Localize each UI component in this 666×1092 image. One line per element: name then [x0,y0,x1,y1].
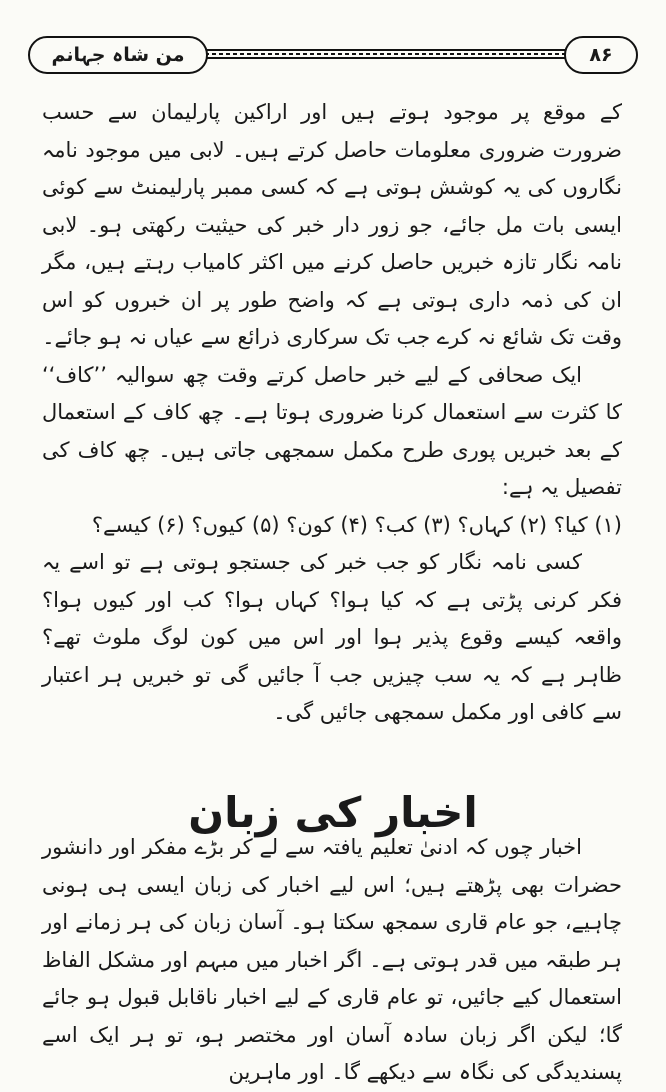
header-ornamental-rule [206,49,566,59]
paragraph-six-questions-intro: ایک صحافی کے لیے خبر حاصل کرتے وقت چھ سوالیہ ’’کاف‘‘ کا کثرت سے استعمال کرنا ضروری ہوتا ہے۔ چھ کاف کے استعمال کے بعد خبریں پوری طرح مکمل سمجھی جاتی ہیں۔ چھ کاف کی تفصیل یہ ہے: [42,362,622,499]
running-book-title: من شاہ جہانم [28,36,208,74]
section-heading: اخبار کی زبان [188,787,478,837]
page-number: ۸۶ [564,36,638,74]
section-body-language [42,829,622,1092]
paragraph-newspaper-language: اخبار چوں کہ ادنیٰ تعلیم یافتہ سے لے کر بڑے مفکر اور دانشور حضرات بھی پڑھتے ہیں؛ اس لیے اخبار کی زبان ایسی ہی ہونی چاہیے، جو عام قاری سمجھ سکتا ہو۔ آسان زبان کی ہر زمانے اور ہر طبقہ میں قدر ہوتی ہے۔ اگر اخبار میں مبہم اور مشکل الفاظ استعمال کیے جائیں، تو عام قاری کے لیے اخبار ناقابل قبول ہو جائے گا؛ لیکن اگر زبان سادہ آسان اور مختصر ہو، تو ہر ایک اسے پسندیدگی کی نگاہ سے دیکھے گا۔ اور ماہرین [42,835,622,1084]
paragraph-news-inquiry: کسی نامہ نگار کو جب خبر کی جستجو ہوتی ہے تو اسے یہ فکر کرنی پڑتی ہے کہ کیا ہوا؟ کہاں ہوا؟ کب اور کیوں ہوا؟ واقعہ کیسے وقوع پذیر ہوا اور اس میں کون لوگ ملوث تھے؟ ظاہر ہے کہ یہ سب چیزیں جب آ جائیں گی تو خبریں ہر اعتبار سے کافی اور مکمل سمجھی جائیں گی۔ [42,550,622,724]
paragraph-lobby-reporters: کے موقع پر موجود ہوتے ہیں اور اراکین پارلیمان سے حسب ضرورت ضروری معلومات حاصل کرتے ہیں۔ لابی میں موجود نامہ نگاروں کی یہ کوشش ہوتی ہے کہ کسی ممبر پارلیمنٹ سے کوئی ایسی بات مل جائے، جو زور دار خبر کی حیثیت رکھتی ہو۔ لابی نامہ نگار تازہ خبریں حاصل کرنے میں اکثر کامیاب رہتے ہیں، مگر ان کی ذمہ داری ہوتی ہے کہ واضح طور پر ان خبروں کو اس وقت تک شائع نہ کرے جب تک سرکاری ذرائع سے عیاں نہ ہو جائے۔ [42,100,622,349]
six-questions-list: (۱) کیا؟ (۲) کہاں؟ (۳) کب؟ (۴) کون؟ (۵) کیوں؟ (۶) کیسے؟ [91,512,622,537]
page-header [28,34,638,80]
section-body-top [42,94,622,732]
